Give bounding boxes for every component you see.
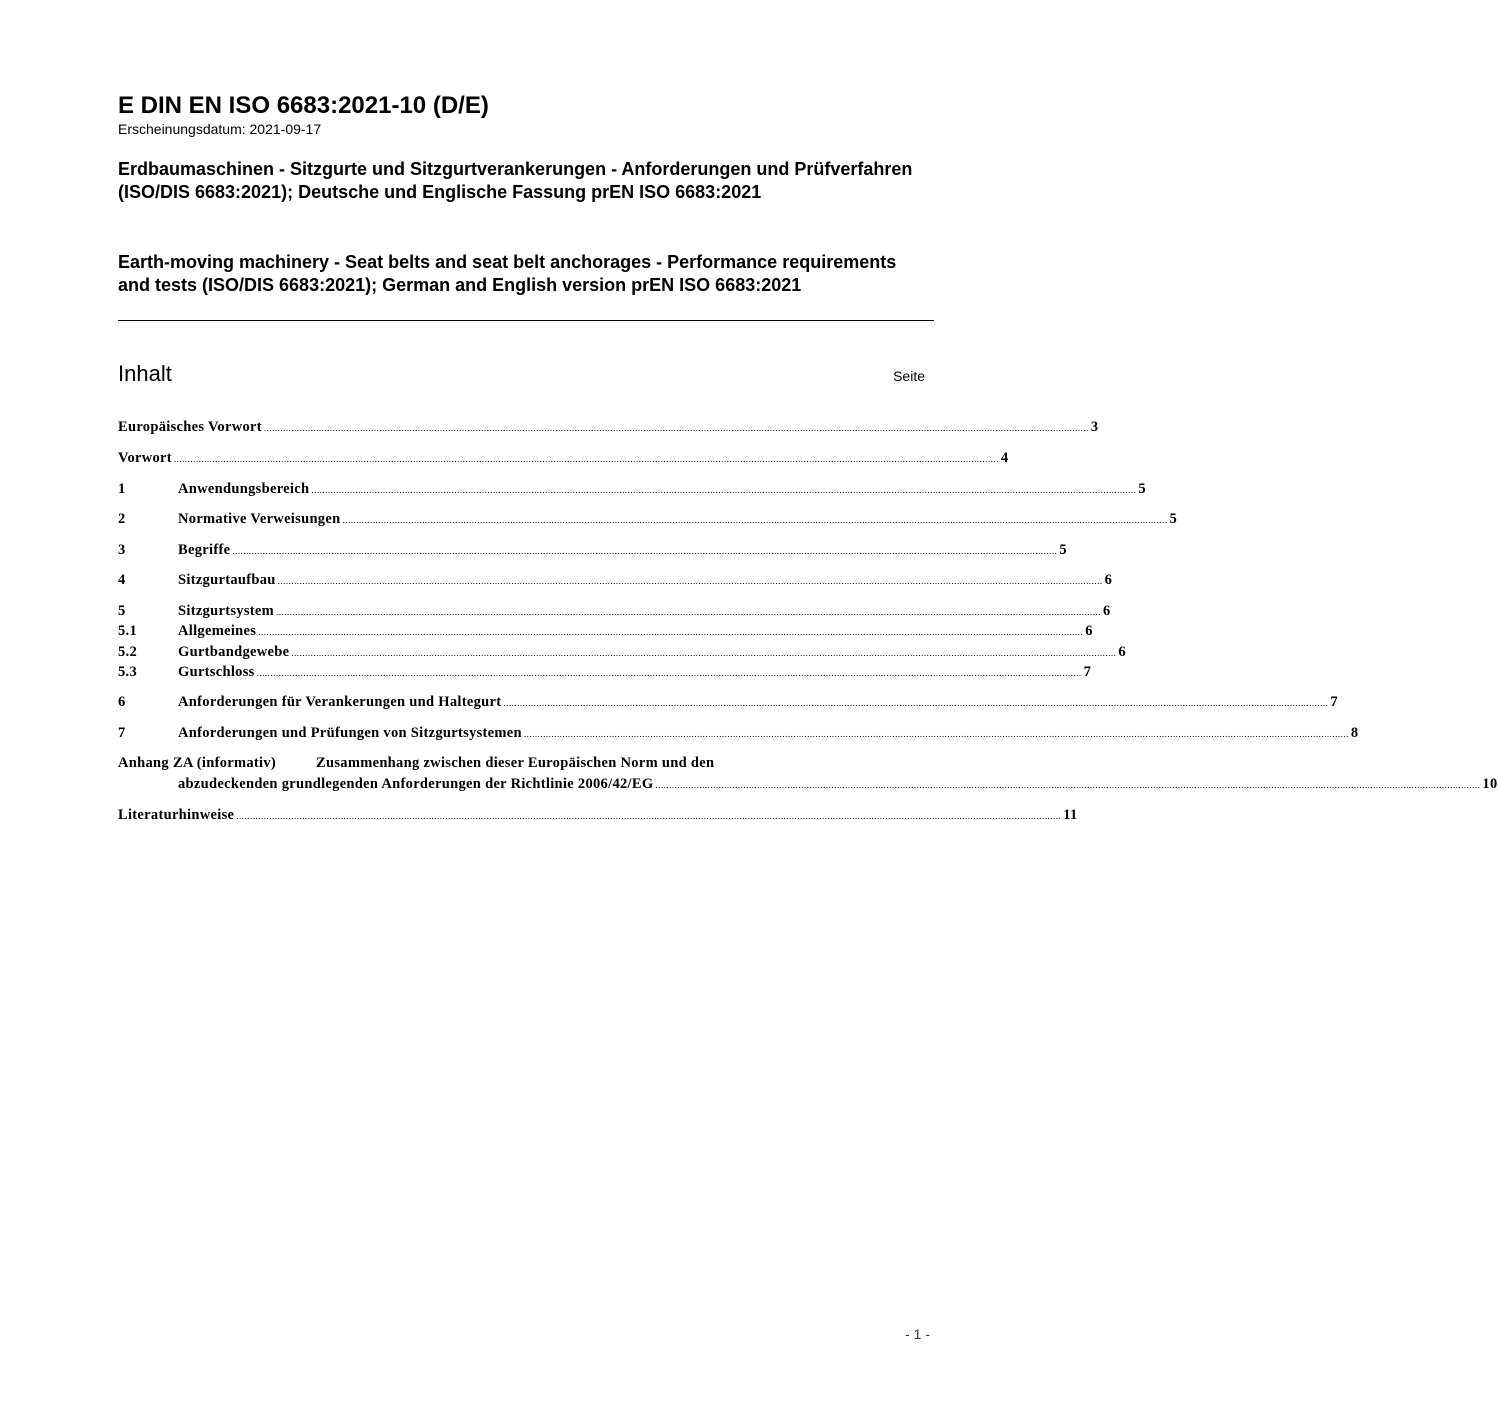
toc-entry-page: 6 bbox=[1085, 623, 1093, 639]
toc-entry-seat-belt-construction[interactable] bbox=[118, 570, 1113, 590]
toc-dot-leader: ............................................................................................................................................................................................................................................................................................................ bbox=[276, 607, 1102, 617]
toc-entry-number: 5.1 bbox=[118, 623, 138, 639]
page-number: - 1 - bbox=[905, 1326, 930, 1342]
toc-entry-text: Gurtschloss bbox=[178, 664, 255, 680]
toc-dot-leader: ............................................................................................................................................................................................................................................................................................................ bbox=[523, 729, 1349, 739]
toc-annex-text-line1: Zusammenhang zwischen dieser Europäischen Norm und den bbox=[316, 755, 715, 771]
toc-entry-number: 5.3 bbox=[118, 664, 138, 680]
toc-annex-text-line2: abzudeckenden grundlegenden Anforderungen der Richtlinie 2006/42/EG bbox=[178, 776, 654, 792]
toc-entry-text: Allgemeines bbox=[178, 623, 257, 639]
document-title: E DIN EN ISO 6683:2021-10 (D/E) bbox=[118, 92, 489, 119]
toc-entry-anchorage-requirements[interactable] bbox=[118, 692, 1338, 712]
toc-entry-page: 10 bbox=[1482, 776, 1498, 792]
toc-entry-number: 7 bbox=[118, 725, 126, 741]
title-divider bbox=[118, 320, 934, 321]
toc-entry-page: 4 bbox=[1000, 450, 1009, 466]
toc-dot-leader: ............................................................................................................................................................................................................................................................................................................ bbox=[311, 485, 1137, 495]
toc-entry-annex-za[interactable] bbox=[118, 753, 714, 773]
toc-entry-number: 6 bbox=[118, 694, 126, 710]
toc-entry-annex-za-continued[interactable] bbox=[178, 774, 1498, 794]
toc-entry-page: 8 bbox=[1350, 725, 1359, 741]
toc-entry-text: Vorwort bbox=[118, 450, 172, 466]
toc-entry-general[interactable] bbox=[118, 621, 1093, 641]
toc-entry-number: 5 bbox=[118, 603, 126, 619]
toc-heading: Inhalt bbox=[118, 361, 172, 386]
toc-entry-text: Normative Verweisungen bbox=[178, 511, 341, 527]
document-title-english: Earth-moving machinery - Seat belts and seat belt anchorages - Performance requirements and tests (ISO/DIS 6683:2021); German and English version prEN ISO 6683:2021 bbox=[118, 252, 897, 295]
toc-dot-leader: ............................................................................................................................................................................................................................................................................................................ bbox=[655, 780, 1481, 790]
toc-annex-label: Anhang ZA (informativ) bbox=[118, 755, 277, 771]
toc-entry-number: 4 bbox=[118, 572, 126, 588]
toc-entry-number: 5.2 bbox=[118, 644, 138, 660]
toc-entry-page: 3 bbox=[1090, 419, 1099, 435]
toc-dot-leader: ............................................................................................................................................................................................................................................................................................................ bbox=[173, 454, 999, 464]
toc-entry-terms[interactable] bbox=[118, 540, 1067, 560]
toc-entry-page: 5 bbox=[1169, 511, 1178, 527]
toc-dot-leader: ............................................................................................................................................................................................................................................................................................................ bbox=[232, 546, 1058, 556]
toc-entry-european-foreword[interactable] bbox=[118, 417, 1099, 437]
toc-entry-system-tests[interactable] bbox=[118, 723, 1359, 743]
toc-entry-text: Literaturhinweise bbox=[118, 807, 235, 823]
toc-entry-number: 1 bbox=[118, 481, 126, 497]
toc-entry-text: Anwendungsbereich bbox=[178, 481, 310, 497]
toc-entry-text: Gurtbandgewebe bbox=[178, 644, 290, 660]
toc-entry-webbing[interactable] bbox=[118, 642, 1126, 662]
toc-entry-page: 7 bbox=[1330, 694, 1338, 710]
toc-entry-normative-references[interactable] bbox=[118, 509, 1178, 529]
toc-dot-leader: ............................................................................................................................................................................................................................................................................................................ bbox=[291, 648, 1117, 658]
toc-dot-leader: ............................................................................................................................................................................................................................................................................................................ bbox=[277, 576, 1103, 586]
toc-entry-page: 6 bbox=[1118, 644, 1126, 660]
toc-dot-leader: ............................................................................................................................................................................................................................................................................................................ bbox=[263, 423, 1089, 433]
toc-dot-leader: ............................................................................................................................................................................................................................................................................................................ bbox=[258, 627, 1084, 637]
toc-entry-text: Sitzgurtaufbau bbox=[178, 572, 276, 588]
toc-entry-number: 2 bbox=[118, 511, 126, 527]
toc-entry-page: 11 bbox=[1063, 807, 1078, 823]
toc-dot-leader: ............................................................................................................................................................................................................................................................................................................ bbox=[236, 811, 1062, 821]
toc-dot-leader: ............................................................................................................................................................................................................................................................................................................ bbox=[503, 698, 1329, 708]
toc-entry-buckle[interactable] bbox=[118, 662, 1092, 682]
toc-entry-text: Anforderungen und Prüfungen von Sitzgurtsystemen bbox=[178, 725, 522, 741]
toc-entry-number: 3 bbox=[118, 542, 126, 558]
toc-entry-page: 7 bbox=[1083, 664, 1092, 680]
toc-entry-text: Anforderungen für Verankerungen und Haltegurt bbox=[178, 694, 502, 710]
toc-entry-text: Sitzgurtsystem bbox=[178, 603, 275, 619]
toc-dot-leader: ............................................................................................................................................................................................................................................................................................................ bbox=[342, 515, 1168, 525]
toc-entry-text: Europäisches Vorwort bbox=[118, 419, 262, 435]
toc-entry-foreword[interactable] bbox=[118, 448, 1009, 468]
publication-date: Erscheinungsdatum: 2021-09-17 bbox=[118, 121, 322, 137]
toc-entry-page: 5 bbox=[1059, 542, 1067, 558]
toc-dot-leader: ............................................................................................................................................................................................................................................................................................................ bbox=[256, 668, 1082, 678]
toc-entry-page: 5 bbox=[1138, 481, 1146, 497]
toc-entry-text: Begriffe bbox=[178, 542, 231, 558]
toc-page-column-label: Seite bbox=[893, 368, 925, 384]
document-title-german: Erdbaumaschinen - Sitzgurte und Sitzgurtverankerungen - Anforderungen und Prüfverfahren (ISO/DIS 6683:2021); Deutsche und Englische Fassung prEN ISO 6683:2021 bbox=[118, 159, 913, 202]
toc-entry-scope[interactable] bbox=[118, 479, 1146, 499]
toc-entry-page: 6 bbox=[1103, 603, 1111, 619]
toc-entry-seat-belt-system[interactable] bbox=[118, 601, 1111, 621]
toc-entry-bibliography[interactable] bbox=[118, 805, 1078, 825]
toc-entry-page: 6 bbox=[1104, 572, 1113, 588]
